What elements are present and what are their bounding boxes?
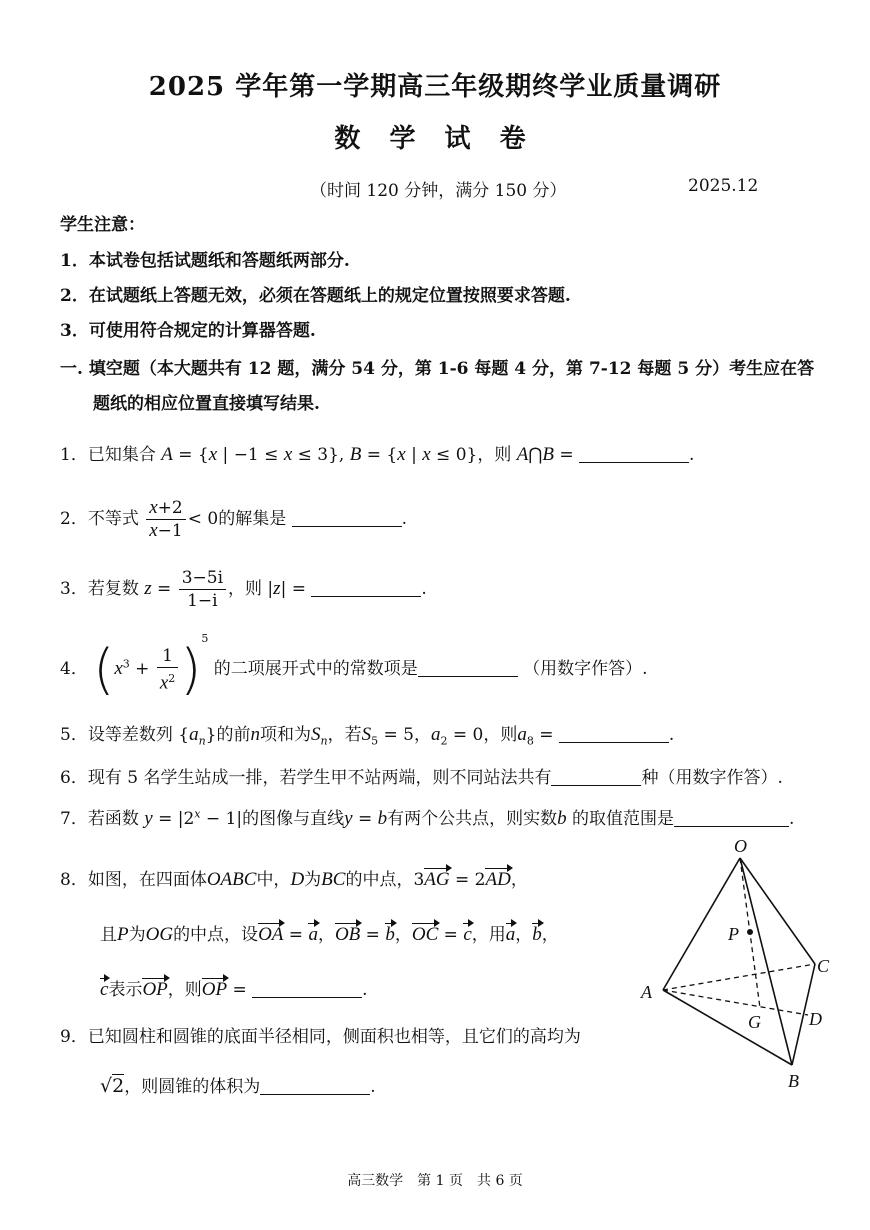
question-8-line3: c表示OP，则OP = .: [100, 979, 368, 1000]
label-O: O: [734, 836, 747, 856]
notice-heading: 学生注意：: [60, 215, 145, 235]
edge-OC: [740, 858, 815, 964]
question-1: 1．已知集合 A = {x | −1 ≤ x ≤ 3}, B = {x | x ≤ 0}，则 A⋂B = .: [60, 444, 695, 465]
notice-item: 2．在试题纸上答题无效，必须在答题纸上的规定位置按照要求答题.: [60, 286, 571, 306]
answer-blank[interactable]: [551, 767, 641, 786]
answer-blank[interactable]: [252, 979, 362, 998]
question-9-line1: 9．已知圆柱和圆锥的底面半径相同，侧面积也相等，且它们的高均为: [60, 1027, 581, 1047]
page-footer: 高三数学 第 1 页 共 6 页: [347, 1173, 523, 1189]
answer-blank[interactable]: [559, 724, 669, 743]
question-4: 4． ($x^3$ + $\frac{1}{x^2}$ )$^5$ 的二项展开式中的常数项是 （用数字作答）.: [60, 632, 648, 701]
answer-blank[interactable]: [579, 444, 689, 463]
exam-subtitle: 数 学 试 卷: [334, 124, 536, 154]
question-5: 5．设等差数列 $\{a_n\}$的前n项和为$S_n$，若$S_5 = 5$，$a_2 = 0$，则$a_8$ = .: [60, 724, 675, 748]
label-A: A: [641, 982, 652, 1002]
exam-date: 2025.12: [688, 176, 759, 196]
notice-item: 1．本试卷包括试题纸和答题纸两部分.: [60, 251, 350, 271]
question-9-line2: √2，则圆锥的体积为 .: [100, 1075, 376, 1097]
question-8-line1: 8．如图，在四面体OABC中，D为BC的中点，3AG = 2AD，: [60, 869, 528, 890]
answer-blank[interactable]: [260, 1076, 370, 1095]
question-3: 3．若复数 z = $\frac{3-5i}{1-i}$ ，则 |z| = .: [60, 568, 427, 611]
answer-blank[interactable]: [292, 508, 402, 527]
edge-OB: [740, 858, 792, 1065]
label-C: C: [817, 956, 830, 976]
label-P: P: [728, 924, 739, 944]
label-G: G: [748, 1012, 761, 1032]
time-info: （时间 120 分钟，满分 150 分）: [310, 181, 567, 201]
question-7: 7．若函数 $y = |2^x - 1|$的图像与直线y = b有两个公共点，则实数b 的取值范围是 .: [60, 807, 795, 829]
tetrahedron-figure: [630, 830, 850, 1100]
exam-title: 2025 学年第一学期高三年级期终学业质量调研: [148, 72, 722, 102]
answer-blank[interactable]: [674, 808, 789, 827]
point-P-dot: [747, 929, 753, 935]
question-6: 6．现有 5 名学生站成一排，若学生甲不站两端，则不同站法共有 种（用数字作答）.: [60, 768, 783, 788]
answer-blank[interactable]: [418, 658, 518, 677]
question-2: 2．不等式 $\frac{x+2}{x-1}$ < 0的解集是 .: [60, 497, 408, 541]
notice-item: 3．可使用符合规定的计算器答题.: [60, 321, 316, 341]
section-heading: 一. 填空题（本大题共有 12 题，满分 54 分，第 1-6 每题 4 分，第 7-12 每题 5 分）考生应在答: [60, 359, 815, 379]
question-8-line2: 且P为OG的中点，设OA = a，OB = b，OC = c，用a，b，: [100, 924, 559, 945]
label-B: B: [788, 1071, 799, 1091]
section-heading-cont: 题纸的相应位置直接填写结果.: [93, 394, 320, 414]
edge-AC-hidden: [663, 964, 815, 990]
answer-blank[interactable]: [311, 578, 421, 597]
label-D: D: [809, 1009, 822, 1029]
